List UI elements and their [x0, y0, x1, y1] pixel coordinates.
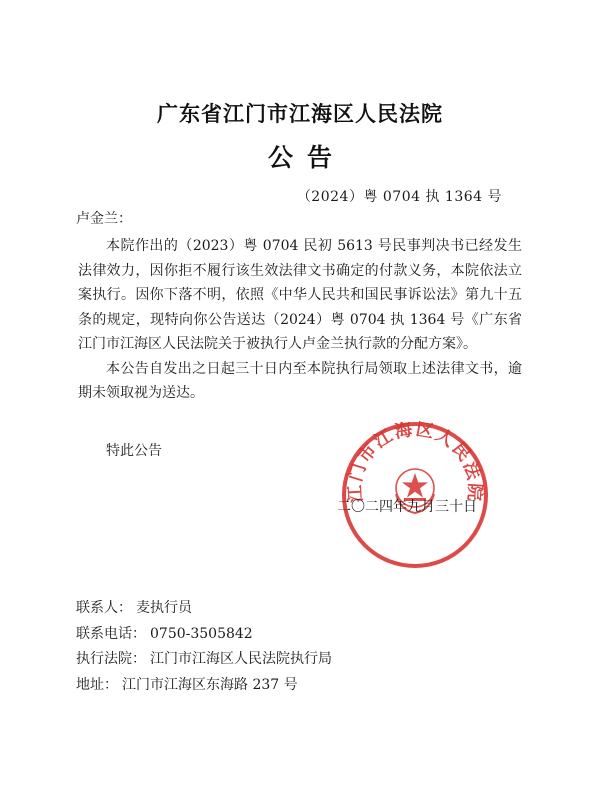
contact-phone-row — [76, 622, 332, 648]
contact-phone-label: 联系电话： — [76, 625, 146, 642]
address-label: 地址： — [76, 676, 118, 693]
document-title: 公告 — [267, 143, 346, 172]
address-value: 江门市江海区东海路 237 号 — [122, 676, 298, 693]
executing-court-label: 执行法院： — [76, 651, 146, 667]
contact-person-row — [76, 596, 332, 622]
body-paragraph-2: 本公告自发出之日起三十日内至本院执行局领取上述法律文书，逾期未领取视为送达。 — [78, 360, 522, 401]
executing-court-row — [76, 647, 332, 673]
issue-date: 二〇二四年九月三十日 — [337, 499, 477, 515]
contact-block — [76, 596, 332, 698]
court-seal-stamp — [340, 420, 490, 570]
closing-text: 特此公告 — [106, 443, 162, 459]
case-number: （2024）粤 0704 执 1364 号 — [296, 189, 502, 205]
seal-text: 江门市江海区人民法院 — [345, 420, 485, 504]
contact-phone-value: 0750-3505842 — [150, 625, 253, 642]
notice-body — [78, 234, 522, 406]
executing-court-value: 江门市江海区人民法院执行局 — [150, 651, 332, 667]
contact-person-label: 联系人： — [76, 600, 132, 616]
recipient-name: 卢金兰： — [76, 211, 132, 227]
contact-person-value: 麦执行员 — [136, 600, 192, 616]
court-name: 广东省江门市江海区人民法院 — [157, 101, 443, 126]
address-row — [76, 673, 332, 699]
body-paragraph-1: 本院作出的（2023）粤 0704 民初 5613 号民事判决书已经发生法律效力，因你拒不履行该生效法律文书确定的付款义务，本院依法立案执行。因你下落不明，依照《中华人民共和国民事诉讼法》第九十五条的规定，现特向你公告送达（2024）粤 0704 执 1364 号《广东省江门市江海区人民法院关于被执行人卢金兰执行款的分配方案》。 — [78, 238, 522, 352]
